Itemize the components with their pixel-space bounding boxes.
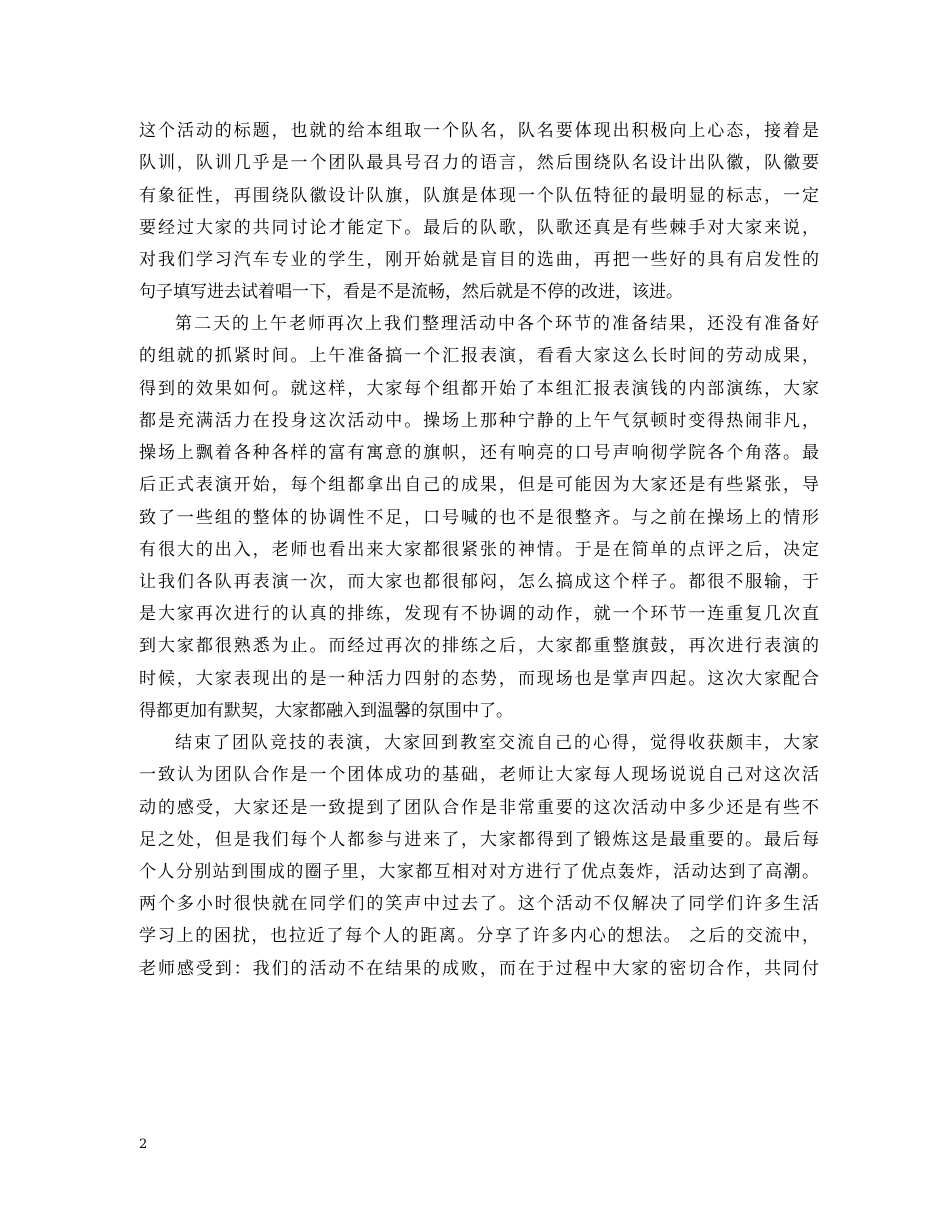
text-line: 致了一些组的整体的协调性不足，口号喊的也不是很整齐。与之前在操场上的情形	[139, 508, 819, 528]
page-number: 2	[139, 1137, 148, 1152]
text-line: 得到的效果如何。就这样，大家每个组都开始了本组汇报表演钱的内部演练，大家	[139, 379, 819, 399]
text-line: 个人分别站到围成的圈子里，大家都互相对对方进行了优点轰炸，活动达到了高潮。	[139, 862, 819, 882]
text-line: 都是充满活力在投身这次活动中。操场上那种宁静的上午气氛顿时变得热闹非凡，	[139, 411, 819, 431]
text-line: 时候，大家表现出的是一种活力四射的态势，而现场也是掌声四起。这次大家配合	[139, 669, 819, 689]
paragraph-first-line: 结束了团队竞技的表演，大家回到教室交流自己的心得，觉得收获颇丰，大家	[175, 733, 819, 753]
text-line: 得都更加有默契，大家都融入到温馨的氛围中了。	[139, 701, 513, 721]
text-line: 两个多小时很快就在同学们的笑声中过去了。这个活动不仅解决了同学们许多生活	[139, 894, 819, 914]
text-line: 操场上飘着各种各样的富有寓意的旗帜，还有响亮的口号声响彻学院各个角落。最	[139, 443, 819, 463]
text-line: 让我们各队再表演一次，而大家也都很郁闷，怎么搞成这个样子。都很不服输，于	[139, 572, 819, 592]
text-line: 一致认为团队合作是一个团体成功的基础，老师让大家每人现场说说自己对这次活	[139, 765, 819, 785]
text-line: 有象征性，再围绕队徽设计队旗，队旗是体现一个队伍特征的最明显的标志，一定	[139, 186, 819, 206]
text-line: 对我们学习汽车专业的学生，刚开始就是盲目的选曲，再把一些好的具有启发性的	[139, 250, 819, 270]
text-line: 要经过大家的共同讨论才能定下。最后的队歌，队歌还真是有些棘手对大家来说，	[139, 218, 819, 238]
text-line: 动的感受，大家还是一致提到了团队合作是非常重要的这次活动中多少还是有些不	[139, 798, 819, 818]
text-line: 句子填写进去试着唱一下，看是不是流畅，然后就是不停的改进，该进。	[139, 282, 683, 302]
text-line: 这个活动的标题，也就的给本组取一个队名，队名要体现出积极向上心态，接着是	[139, 121, 819, 141]
text-line: 到大家都很熟悉为止。而经过再次的排练之后，大家都重整旗鼓，再次进行表演的	[139, 636, 819, 656]
text-line: 队训，队训几乎是一个团队最具号召力的语言，然后围绕队名设计出队徽，队徽要	[139, 153, 819, 173]
text-line: 后正式表演开始，每个组都拿出自己的成果，但是可能因为大家还是有些紧张，导	[139, 475, 819, 495]
text-line: 的组就的抓紧时间。上午准备搞一个汇报表演，看看大家这么长时间的劳动成果，	[139, 346, 819, 366]
text-line: 学习上的困扰，也拉近了每个人的距离。分享了许多内心的想法。 之后的交流中，	[139, 926, 819, 946]
text-line: 足之处，但是我们每个人都参与进来了，大家都得到了锻炼这是最重要的。最后每	[139, 830, 819, 850]
text-line: 是大家再次进行的认真的排练，发现有不协调的动作，就一个环节一连重复几次直	[139, 604, 819, 624]
text-line: 老师感受到：我们的活动不在结果的成败，而在于过程中大家的密切合作，共同付	[139, 959, 819, 979]
text-line: 有很大的出入，老师也看出来大家都很紧张的神情。于是在简单的点评之后，决定	[139, 540, 819, 560]
paragraph-first-line: 第二天的上午老师再次上我们整理活动中各个环节的准备结果，还没有准备好	[175, 314, 819, 334]
